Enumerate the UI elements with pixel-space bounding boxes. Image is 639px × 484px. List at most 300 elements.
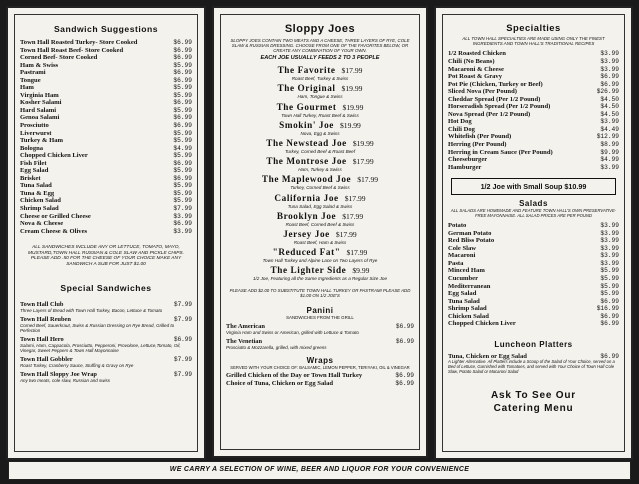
joe-heading — [226, 83, 414, 94]
item-price: $3.99 — [600, 237, 619, 245]
joe-item — [226, 83, 414, 99]
item-name: Cucumber — [448, 274, 479, 282]
catering-callout-line2: Catering Menu — [493, 403, 574, 415]
item-name: Hot Dog — [448, 118, 472, 126]
item-name: Horseradish Spread (Per 1/2 Pound) — [448, 103, 551, 111]
item-name: Macaroni — [448, 252, 476, 260]
item-name: 1/2 Roasted Chicken — [448, 50, 506, 58]
item-name: Hard Salami — [20, 106, 57, 114]
sandwich-row — [20, 152, 192, 160]
specialties-title: Specialties — [506, 22, 561, 33]
sandwich-row — [20, 167, 192, 175]
item-price: $5.99 — [173, 106, 192, 114]
joe-heading — [226, 120, 414, 131]
specialty-row — [448, 156, 619, 164]
joe-heading — [226, 247, 414, 258]
right-panel-frame — [442, 14, 625, 452]
item-name: Pot Roast & Gravy — [448, 73, 503, 81]
joe-heading — [226, 193, 414, 204]
item-price: $6.99 — [173, 122, 192, 130]
item-price: $3.99 — [600, 163, 619, 171]
luncheon-item-name: Tuna, Chicken or Egg Salad — [448, 352, 527, 360]
item-price: $3.99 — [600, 118, 619, 126]
joe-heading — [226, 174, 414, 185]
joe-name: The Favorite — [277, 65, 336, 76]
item-name: Town Hall Club — [20, 300, 64, 308]
item-name: Shrimp Salad — [20, 205, 59, 213]
item-description: Virginia Ham and Swiss or American, grilled with Lettuce & Tomato — [226, 329, 359, 335]
joe-name: "Reduced Fat" — [272, 247, 341, 258]
middle-panel — [212, 6, 428, 458]
item-name: Cole Slaw — [448, 244, 477, 252]
sandwich-row — [20, 39, 192, 47]
joe-description: Roast Beef, Corned Beef & Swiss — [285, 221, 355, 227]
wrap-list — [226, 372, 414, 387]
item-name: Chopped Chicken Liver — [20, 152, 88, 160]
joe-description: 1/2 Joe, Featuring all the Same Ingredients as a Regular Size Joe — [252, 276, 388, 282]
item-name: Chicken Salad — [448, 312, 489, 320]
joe-description: Nova, Egg & Swiss — [300, 130, 340, 136]
sandwich-row — [20, 122, 192, 130]
item-name: German Potato — [448, 229, 492, 237]
joe-name: Smokin' Joe — [279, 119, 334, 130]
item-price: $5.99 — [173, 137, 192, 145]
wraps-subtitle: SERVED WITH YOUR CHOICE OF: BALSAMIC, LEMON PEPPER, TERIYAKI, OIL & VINEGAR — [230, 364, 410, 370]
item-name: Mediterranean — [448, 282, 491, 290]
footer-banner: WE CARRY A SELECTION OF WINE, BEER AND LIQUOR FOR YOUR CONVENIENCE — [8, 461, 631, 480]
item-name: Sliced Nova (Per Pound) — [448, 88, 517, 96]
item-name: Chicken Salad — [20, 197, 61, 205]
item-heading — [20, 301, 192, 308]
item-price: $6.99 — [600, 80, 619, 88]
item-price: $4.99 — [600, 156, 619, 164]
sandwich-row — [20, 213, 192, 221]
item-price: $6.99 — [173, 76, 192, 84]
joe-name: Jersey Joe — [283, 229, 330, 240]
item-price: $3.99 — [600, 244, 619, 252]
item-price: $5.99 — [173, 61, 192, 69]
item-heading — [20, 336, 192, 343]
specialty-row — [448, 149, 619, 157]
item-name: Cheeseburger — [448, 156, 488, 164]
item-price: $4.50 — [600, 95, 619, 103]
serves-note: EACH JOE USUALLY FEEDS 2 TO 3 PEOPLE — [260, 54, 380, 61]
item-name: Liverwurst — [20, 129, 52, 137]
joe-description: Turkey, Corned Beef & Swiss — [290, 185, 350, 191]
joe-description: Roast Beef, Ham & Swiss — [293, 240, 347, 246]
item-name: Choice of Tuna, Chicken or Egg Salad — [226, 379, 334, 387]
item-price: $5.99 — [173, 152, 192, 160]
item-price: $5.99 — [173, 129, 192, 137]
joe-item — [226, 102, 414, 118]
joe-description: Town Hall Turkey and Alpine Lace on Two Layers of Rye — [262, 258, 378, 264]
sandwich-row — [20, 47, 192, 55]
item-name: The American — [226, 322, 265, 330]
joe-heading — [226, 156, 414, 167]
middle-panel-frame — [220, 14, 420, 450]
item-name: Chopped Chicken Liver — [448, 320, 516, 328]
left-panel — [6, 6, 206, 460]
item-price: $6.99 — [173, 39, 192, 46]
item-price: $6.99 — [173, 220, 192, 228]
item-price: $5.99 — [173, 91, 192, 99]
salad-row — [448, 260, 619, 268]
item-price: $3.99 — [173, 227, 192, 235]
sandwich-row — [20, 145, 192, 153]
item-name: Chili Dog — [448, 125, 475, 133]
item-price: $5.99 — [173, 189, 192, 197]
item-price: $9.99 — [600, 148, 619, 156]
item-name: Brisket — [20, 174, 41, 182]
wraps-title: Wraps — [306, 355, 334, 365]
item-heading — [20, 316, 192, 323]
item-price: $6.99 — [600, 297, 619, 305]
item-name: Town Hall Sloppy Joe Wrap — [20, 370, 97, 378]
panini-title: Panini — [306, 306, 334, 316]
item-name: Pasta — [448, 259, 464, 267]
item-heading — [226, 338, 414, 345]
salad-row — [448, 275, 619, 283]
luncheon-description: A Lighter Alternative. All Platters include a Scoop of the Salad of Your Choice, served on a Bed of Lettuce, Garnished with Tomatoes, and served with Your Choice of Town Hall Cole Slaw, Potato Salad or Macaroni Salad — [448, 359, 615, 375]
item-price: $7.99 — [173, 355, 192, 363]
joe-price: $17.99 — [357, 175, 379, 185]
item-price: $7.99 — [173, 300, 192, 308]
item-name: Tuna Salad — [448, 297, 480, 305]
joe-item — [226, 156, 414, 172]
specialty-list — [448, 50, 619, 171]
joe-description: Ham, Turkey & Swiss — [298, 167, 342, 173]
sandwich-row — [20, 130, 192, 138]
item-name: Tuna Salad — [20, 182, 52, 190]
item-price: $5.99 — [600, 274, 619, 282]
salad-row — [448, 313, 619, 321]
item-price: $6.99 — [173, 54, 192, 62]
item-price: $5.99 — [600, 282, 619, 290]
luncheon-item-price: $6.99 — [600, 352, 619, 360]
item-name: Nova & Cheese — [20, 220, 64, 228]
joe-price: $19.99 — [339, 120, 361, 130]
item-name: Shrimp Salad — [448, 305, 487, 313]
item-name: Prosciutto — [20, 122, 49, 130]
joe-name: The Gourmet — [276, 101, 337, 112]
sandwich-row — [20, 182, 192, 190]
specialty-row — [448, 141, 619, 149]
joe-heading — [226, 102, 414, 113]
item-price: $8.99 — [600, 140, 619, 148]
item-price: $6.99 — [600, 312, 619, 320]
item-price: $6.99 — [173, 174, 192, 182]
specialty-row — [448, 73, 619, 81]
item-price: $12.99 — [596, 133, 619, 141]
item-name: Town Hall Roast Beef- Store Cooked — [20, 46, 124, 54]
joe-heading — [226, 65, 414, 76]
joe-name: The Maplewood Joe — [261, 174, 352, 185]
specialty-row — [448, 66, 619, 74]
item-name: Egg Salad — [448, 290, 477, 298]
joe-list — [226, 65, 414, 281]
salad-row — [448, 305, 619, 313]
sandwich-list — [20, 39, 192, 235]
joe-item — [226, 138, 414, 154]
specialty-row — [448, 133, 619, 141]
item-name: Herring in Cream Sauce (Per Pound) — [448, 148, 553, 156]
item-name: Kosher Salami — [20, 99, 62, 107]
item-price: $6.99 — [395, 337, 414, 345]
joe-item — [226, 65, 414, 81]
joe-item — [226, 265, 414, 281]
special-sandwich-item — [20, 356, 192, 368]
item-name: Hamburger — [448, 163, 482, 171]
item-price: $6.99 — [173, 335, 192, 343]
special-sandwich-item — [20, 316, 192, 333]
salad-row — [448, 298, 619, 306]
sandwich-row — [20, 220, 192, 228]
item-price: $6.99 — [173, 69, 192, 77]
item-name: Cheddar Spread (Per 1/2 Pound) — [448, 95, 541, 103]
specialty-row — [448, 81, 619, 89]
item-name: Virginia Ham — [20, 91, 59, 99]
joe-description: Ham, Tongue & Swiss — [297, 94, 343, 100]
specialty-row — [448, 103, 619, 111]
panini-item — [226, 323, 414, 335]
item-name: Macaroni & Cheese — [448, 65, 504, 73]
item-price: $7.99 — [173, 370, 192, 378]
item-price: $6.99 — [395, 372, 414, 380]
joe-name: The Lighter Side — [270, 265, 347, 276]
item-price: $6.99 — [173, 99, 192, 107]
specialty-row — [448, 164, 619, 172]
joe-price: $9.99 — [352, 266, 370, 276]
special-sandwiches-title: Special Sandwiches — [60, 282, 152, 293]
joe-name: The Montrose Joe — [266, 156, 347, 167]
item-name: Town Hall Gobbler — [20, 355, 73, 363]
salads-note: ALL SALADS ARE HOMEMADE AND FEATURE TOWN HALL'S OWN PRESERVATIVE-FREE MAYONNAISE. ALL SALAD PRICES ARE PER POUND — [450, 208, 617, 219]
item-name: Town Hall Reuben — [20, 315, 71, 323]
specialty-row — [448, 96, 619, 104]
joe-substitute-note: PLEASE ADD $2.00 TO SUBSTITUTE TOWN HALL TURKEY OR PASTRAMI PLEASE ADD $1.00 ON 1/2 JOE'S — [229, 287, 411, 298]
joe-price: $17.99 — [335, 230, 357, 240]
item-price: $3.99 — [600, 229, 619, 237]
joe-heading — [226, 265, 414, 276]
joe-item — [226, 120, 414, 136]
item-price: $4.50 — [600, 103, 619, 111]
joe-price: $17.99 — [342, 211, 364, 221]
special-sandwich-item — [20, 336, 192, 353]
joe-item — [226, 193, 414, 209]
item-price: $3.99 — [600, 259, 619, 267]
salad-list — [448, 222, 619, 328]
item-name: Minced Ham — [448, 267, 485, 275]
item-price: $6.99 — [600, 320, 619, 328]
salad-row — [448, 230, 619, 238]
item-price: $3.99 — [600, 65, 619, 73]
salad-row — [448, 267, 619, 275]
special-sandwich-item — [20, 301, 192, 313]
item-name: Ham — [20, 84, 34, 92]
sandwich-row — [20, 84, 192, 92]
wrap-row — [226, 380, 414, 388]
sloppy-joes-title: Sloppy Joes — [284, 23, 356, 35]
item-description: Salami, Ham, Cappacola, Prosciutto, Pepperoni, Provolone, Lettuce,Tomato, Oil, Vinegar, Sweet Peppers & Town Hall Mayonnaise — [20, 342, 181, 353]
half-joe-offer-box: 1/2 Joe with Small Soup $10.99 — [451, 178, 616, 195]
item-price: $3.99 — [600, 252, 619, 260]
item-name: The Venetian — [226, 337, 263, 345]
item-price: $6.99 — [600, 73, 619, 81]
specialty-row — [448, 118, 619, 126]
item-name: Town Hall Roasted Turkey- Store Cooked — [20, 39, 138, 46]
item-name: Nova Spread (Per 1/2 Pound) — [448, 110, 531, 118]
item-name: Fish Filet — [20, 159, 47, 167]
item-price: $6.99 — [395, 322, 414, 330]
panini-subtitle: SANDWICHES FROM THE GRILL — [286, 315, 354, 321]
item-price: $26.99 — [596, 88, 619, 96]
salad-row — [448, 252, 619, 260]
item-price: $3.99 — [173, 212, 192, 220]
joe-description: Roast Beef, Turkey & Swiss — [291, 76, 349, 82]
joe-description: Town Hall Turkey, Roast Beef & Swiss — [281, 112, 359, 118]
sandwich-row — [20, 190, 192, 198]
sandwich-row — [20, 99, 192, 107]
item-name: Town Hall Hero — [20, 335, 64, 343]
joe-name: The Newstead Joe — [266, 138, 347, 149]
item-price: $3.99 — [600, 222, 619, 230]
joe-item — [226, 211, 414, 227]
joe-item — [226, 229, 414, 245]
item-name: Pastrami — [20, 69, 46, 77]
joe-item — [226, 174, 414, 190]
item-name: Bologna — [20, 144, 44, 152]
item-name: Tongue — [20, 76, 41, 84]
salads-title: Salads — [519, 199, 548, 209]
item-price: $5.99 — [600, 290, 619, 298]
salad-row — [448, 245, 619, 253]
item-name: Genoa Salami — [20, 114, 60, 122]
special-sandwich-list — [20, 301, 192, 383]
salad-row — [448, 290, 619, 298]
sandwich-note: ALL SANDWICHES INCLUDE ANY OR LETTUCE, TOMATO, MAYO, MUSTARD,TOWN HALL RUSSIAN & COLE SLAW AND PICKLE CHIPS. PLEASE ADD .50 FOR THE CHEESE OF YOUR CHOICE MAKE ANY SANDWICH A SUB FOR JUST $1.00 — [28, 245, 184, 267]
sandwich-row — [20, 69, 192, 77]
joe-price: $19.99 — [352, 139, 374, 149]
item-heading — [20, 371, 192, 378]
item-heading — [226, 323, 414, 330]
joe-name: California Joe — [274, 192, 339, 203]
sandwich-row — [20, 160, 192, 168]
item-name: Turkey & Ham — [20, 137, 63, 145]
luncheon-platters-title: Luncheon Platters — [494, 339, 573, 349]
item-price: $5.99 — [173, 84, 192, 92]
joe-heading — [226, 138, 414, 149]
item-description: Roast Turkey, Cranberry Sauce, Stuffing & Gravy on Rye — [20, 362, 134, 368]
joe-description: Turkey, Corned Beef & Roast Beef — [284, 149, 356, 155]
specialty-row — [448, 50, 619, 58]
item-name: Grilled Chicken of the Day or Town Hall Turkey — [226, 372, 363, 380]
item-price: $4.50 — [600, 110, 619, 118]
sandwich-row — [20, 62, 192, 70]
item-description: Any two meats, cole slaw, Russian and swiss — [20, 377, 111, 383]
catering-callout-line1: Ask To See Our — [491, 390, 576, 402]
sandwich-row — [20, 197, 192, 205]
item-name: Tuna & Egg — [20, 189, 55, 197]
right-panel — [434, 6, 633, 460]
specialty-row — [448, 111, 619, 119]
joe-price: $17.99 — [344, 193, 366, 203]
joe-price: $19.99 — [341, 84, 363, 94]
wrap-row — [226, 372, 414, 380]
special-sandwich-item — [20, 371, 192, 383]
item-description: Corned Beef, Sauerkraut, Swiss & Russian Dressing on Rye Bread, Grilled to Perfection — [20, 322, 175, 333]
item-price: $6.99 — [173, 46, 192, 54]
item-price: $4.49 — [600, 125, 619, 133]
salad-row — [448, 320, 619, 328]
sandwich-row — [20, 77, 192, 85]
sandwich-row — [20, 92, 192, 100]
item-price: $6.99 — [395, 379, 414, 387]
panini-list — [226, 323, 414, 350]
item-heading — [20, 356, 192, 363]
item-name: Cream Cheese & Olives — [20, 227, 88, 235]
salad-row — [448, 222, 619, 230]
sandwich-row — [20, 107, 192, 115]
sandwich-row — [20, 175, 192, 183]
item-name: Potato — [448, 222, 467, 230]
item-name: Chili (No Beans) — [448, 57, 495, 65]
item-name: Pot Pie (Chicken, Turkey or Beef) — [448, 80, 543, 88]
item-name: Ham & Swiss — [20, 61, 59, 69]
panini-item — [226, 338, 414, 350]
item-price: $5.99 — [173, 182, 192, 190]
sandwich-row — [20, 114, 192, 122]
item-price: $16.99 — [596, 305, 619, 313]
item-description: Prosciutto & Mozzarella, grilled, with mixed greens — [226, 344, 327, 350]
sandwich-row — [20, 137, 192, 145]
item-name: Whitefish (Per Pound) — [448, 133, 512, 141]
joe-name: The Original — [277, 83, 336, 94]
item-price: $6.99 — [173, 114, 192, 122]
item-price: $4.99 — [173, 144, 192, 152]
item-name: Corned Beef- Store Cooked — [20, 54, 98, 62]
item-name: Cheese or Grilled Cheese — [20, 212, 91, 220]
sandwich-suggestions-title: Sandwich Suggestions — [53, 24, 159, 34]
item-price: $3.99 — [600, 57, 619, 65]
specialty-row — [448, 88, 619, 96]
salad-row — [448, 283, 619, 291]
joe-price: $19.99 — [342, 102, 364, 112]
item-name: Herring (Per Pound) — [448, 140, 507, 148]
item-price: $7.99 — [173, 205, 192, 213]
left-panel-frame — [14, 14, 198, 452]
joe-description: Tuna Salad, Egg Salad & Swiss — [287, 203, 353, 209]
sandwich-row — [20, 54, 192, 62]
joe-name: Brooklyn Joe — [276, 210, 337, 221]
joe-heading — [226, 229, 414, 240]
item-price: $5.99 — [600, 267, 619, 275]
joe-price: $17.99 — [346, 248, 368, 258]
sandwich-row — [20, 205, 192, 213]
specialty-row — [448, 58, 619, 66]
item-price: $7.99 — [173, 315, 192, 323]
item-price: $3.99 — [600, 50, 619, 58]
item-name: Red Bliss Potato — [448, 237, 495, 245]
joe-price: $17.99 — [341, 66, 363, 76]
item-name: Egg Salad — [20, 167, 49, 175]
item-price: $5.99 — [173, 167, 192, 175]
item-price: $5.99 — [173, 197, 192, 205]
sloppy-joes-intro: SLOPPY JOES CONTAIN TWO MEATS AND A CHEESE, THREE LAYERS OF RYE, COLE SLAW & RUSSIAN DRESSING. CHOOSE FROM ONE OF THE FAVORITES BELOW, OR CREATE ANY COMBINATION OF YOUR OWN. — [230, 38, 410, 54]
joe-item — [226, 247, 414, 263]
item-price: $6.99 — [173, 159, 192, 167]
sandwich-row — [20, 228, 192, 236]
joe-price: $17.99 — [352, 157, 374, 167]
